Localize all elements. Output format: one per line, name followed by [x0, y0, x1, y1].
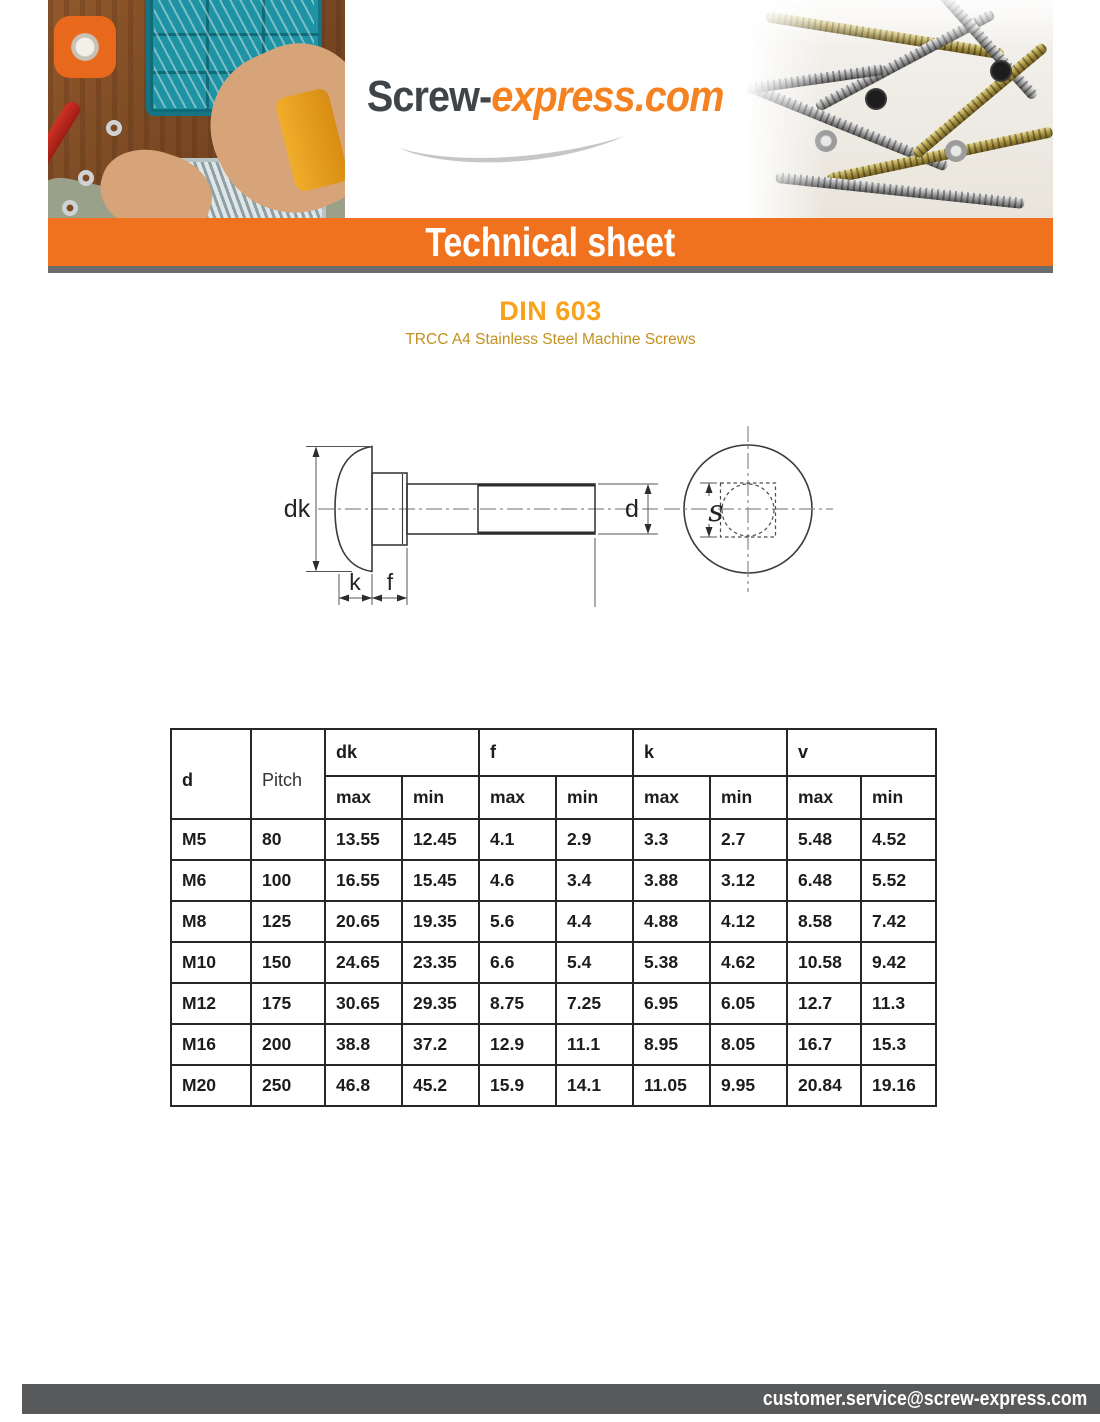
cell: 9.42: [861, 942, 936, 983]
cell: 80: [251, 819, 325, 860]
cell: 8.05: [710, 1024, 787, 1065]
banner-title: Technical sheet: [425, 218, 676, 265]
cell: 5.38: [633, 942, 710, 983]
cell: 23.35: [402, 942, 479, 983]
cell: M16: [171, 1024, 251, 1065]
cell: 19.35: [402, 901, 479, 942]
cell: 7.25: [556, 983, 633, 1024]
cell: 6.6: [479, 942, 556, 983]
cell: 8.95: [633, 1024, 710, 1065]
dim-label-d: d: [625, 495, 639, 523]
cell: 20.65: [325, 901, 402, 942]
cell: 7.42: [861, 901, 936, 942]
logo: [345, 0, 745, 218]
cell: 4.4: [556, 901, 633, 942]
cell: 6.48: [787, 860, 861, 901]
cell: 15.9: [479, 1065, 556, 1106]
washer: [106, 120, 122, 136]
cell: 10.58: [787, 942, 861, 983]
cell: 100: [251, 860, 325, 901]
cell: 4.62: [710, 942, 787, 983]
hand-shape: [90, 137, 222, 218]
banner-rule: [48, 266, 1053, 273]
col-header-f: f: [479, 729, 633, 776]
cell: 3.3: [633, 819, 710, 860]
cell: 30.65: [325, 983, 402, 1024]
cell: 5.52: [861, 860, 936, 901]
table-row: [171, 901, 936, 942]
dim-label-s: s: [708, 494, 724, 529]
col-header-v: v: [787, 729, 936, 776]
subheader-v-max: max: [787, 776, 861, 819]
cell: 3.12: [710, 860, 787, 901]
washer: [62, 200, 78, 216]
cell: 4.88: [633, 901, 710, 942]
dim-label-k: k: [349, 569, 361, 595]
cell: 38.8: [325, 1024, 402, 1065]
cell: 4.1: [479, 819, 556, 860]
logo-swoosh-icon: [397, 134, 627, 168]
dim-label-f: f: [386, 569, 394, 595]
subheader-v-min: min: [861, 776, 936, 819]
cell: 12.45: [402, 819, 479, 860]
cell: M8: [171, 901, 251, 942]
subheader-k-min: min: [710, 776, 787, 819]
col-header-d: d: [171, 729, 251, 819]
technical-drawing: [260, 415, 860, 620]
footer-email: customer.service@screw-express.com: [763, 1387, 1088, 1410]
cell: 3.4: [556, 860, 633, 901]
cell: 3.88: [633, 860, 710, 901]
subheader-k-max: max: [633, 776, 710, 819]
cell: 46.8: [325, 1065, 402, 1106]
cell: 16.7: [787, 1024, 861, 1065]
photo-fade: [745, 0, 1053, 218]
cell: 12.9: [479, 1024, 556, 1065]
cell: 45.2: [402, 1065, 479, 1106]
footer-bar: [22, 1384, 1100, 1414]
banner: [48, 218, 1053, 266]
cell: 5.48: [787, 819, 861, 860]
cell: 150: [251, 942, 325, 983]
cell: 29.35: [402, 983, 479, 1024]
dimensions-table: [170, 728, 937, 1107]
cell: 12.7: [787, 983, 861, 1024]
table-row: [171, 942, 936, 983]
logo-brand-dark: Screw-: [366, 72, 492, 121]
logo-text: [367, 72, 724, 122]
cell: 19.16: [861, 1065, 936, 1106]
col-header-k: k: [633, 729, 787, 776]
cell: 4.6: [479, 860, 556, 901]
cell: 8.58: [787, 901, 861, 942]
cell: 6.05: [710, 983, 787, 1024]
screwdriver: [48, 99, 83, 185]
col-header-pitch: Pitch: [251, 729, 325, 819]
table-row: [171, 819, 936, 860]
cell: 16.55: [325, 860, 402, 901]
table-row: [171, 1065, 936, 1106]
cell: 20.84: [787, 1065, 861, 1106]
cell: 125: [251, 901, 325, 942]
table-row: [171, 983, 936, 1024]
cell: 8.75: [479, 983, 556, 1024]
col-header-dk: dk: [325, 729, 479, 776]
tape-measure: [54, 16, 116, 78]
washer: [78, 170, 94, 186]
cell: M20: [171, 1065, 251, 1106]
cell: 2.9: [556, 819, 633, 860]
cell: 9.95: [710, 1065, 787, 1106]
cell: 11.1: [556, 1024, 633, 1065]
header-photo-workbench: [48, 0, 345, 218]
cell: 250: [251, 1065, 325, 1106]
cell: 5.4: [556, 942, 633, 983]
cell: M5: [171, 819, 251, 860]
header-photo-screws: [745, 0, 1053, 218]
subheader-dk-min: min: [402, 776, 479, 819]
dim-label-dk: dk: [283, 495, 311, 523]
cell: 11.05: [633, 1065, 710, 1106]
cell: 13.55: [325, 819, 402, 860]
cell: M12: [171, 983, 251, 1024]
cell: M6: [171, 860, 251, 901]
cell: 5.6: [479, 901, 556, 942]
cell: 6.95: [633, 983, 710, 1024]
cell: 200: [251, 1024, 325, 1065]
doc-subtitle: TRCC A4 Stainless Steel Machine Screws: [405, 331, 696, 348]
cell: 14.1: [556, 1065, 633, 1106]
table-row: [171, 860, 936, 901]
doc-title: DIN 603: [499, 296, 602, 326]
bolt-side-view: [284, 447, 660, 608]
cell: 4.52: [861, 819, 936, 860]
subheader-f-min: min: [556, 776, 633, 819]
cell: 4.12: [710, 901, 787, 942]
cell: 2.7: [710, 819, 787, 860]
cell: 15.45: [402, 860, 479, 901]
cell: 175: [251, 983, 325, 1024]
table-row: [171, 1024, 936, 1065]
cell: M10: [171, 942, 251, 983]
bolt-end-view: [664, 426, 833, 592]
logo-brand-orange: express.com: [491, 72, 724, 121]
cell: 15.3: [861, 1024, 936, 1065]
cell: 11.3: [861, 983, 936, 1024]
subheader-f-max: max: [479, 776, 556, 819]
cell: 24.65: [325, 942, 402, 983]
cell: 37.2: [402, 1024, 479, 1065]
subheader-dk-max: max: [325, 776, 402, 819]
